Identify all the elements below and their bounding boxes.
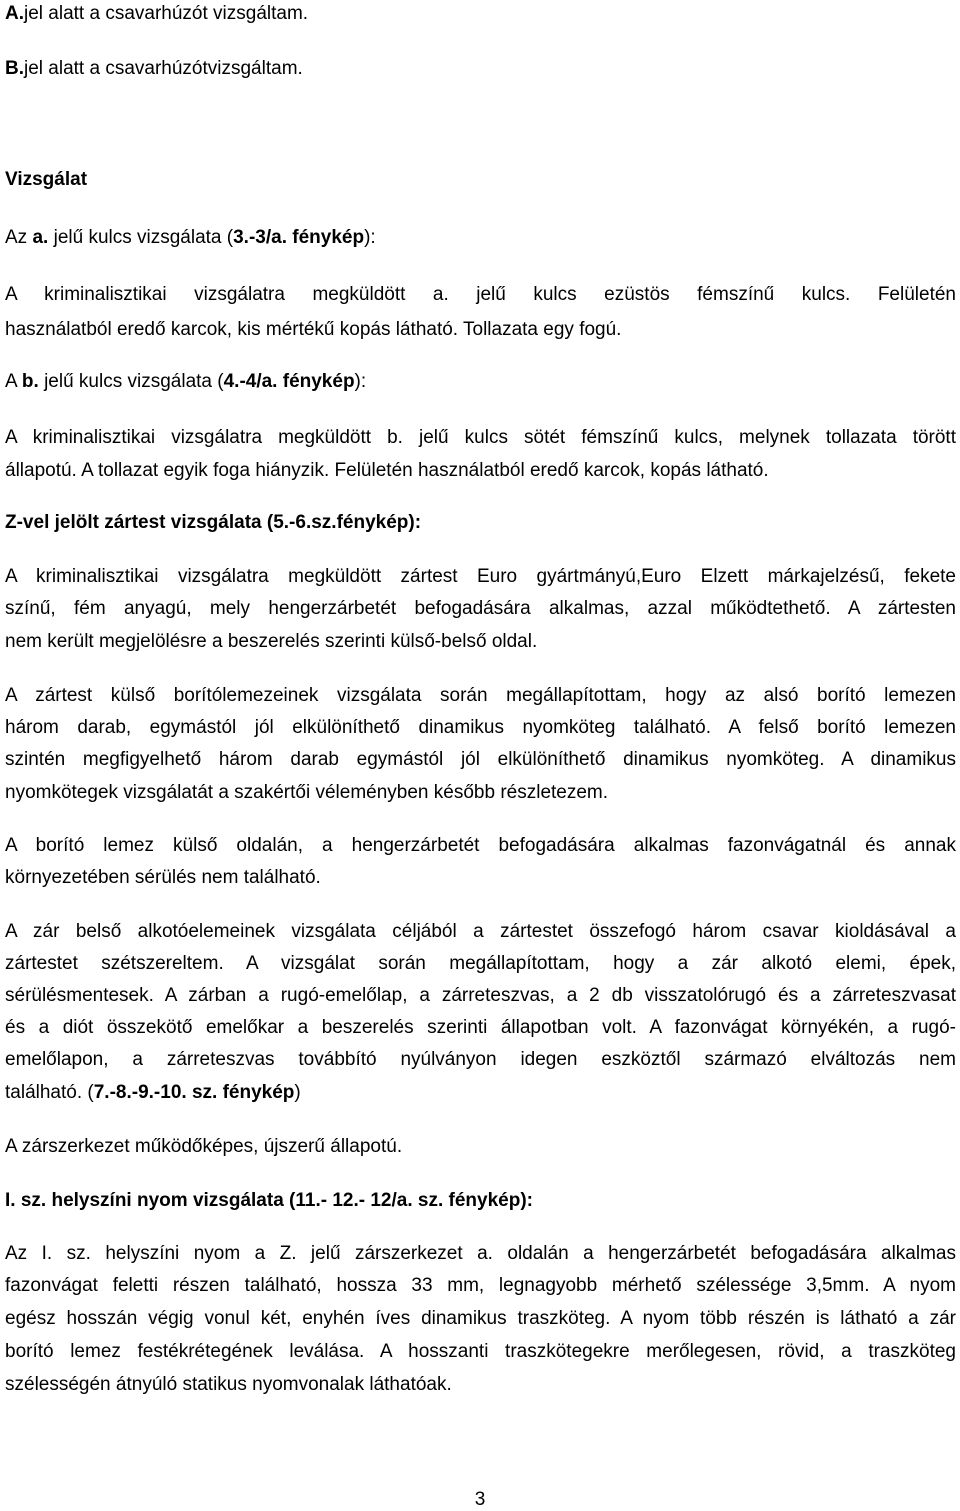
trace-line: borító lemez festékrétegének leválása. A hosszanti traszkötegekre merőlegesen, rövid, a traszköteg: [5, 1341, 956, 1362]
lock-p4-line: A zár belső alkotóelemeinek vizsgálata céljából a zártestet összefogó három csavar kioldásával a: [5, 921, 956, 942]
intro-text-a: jel alatt a csavarhúzót vizsgáltam.: [24, 3, 309, 24]
key-b-line: állapotú. A tollazat egyik foga hiányzik. Felületén használatból eredő karcok, kopás látható.: [5, 460, 769, 481]
page-number: 3: [474, 1489, 486, 1510]
lock-p4-line: emelőlapon, a zárreteszvas továbbító nyúlványon idegen eszköztől származó elváltozás nem: [5, 1049, 956, 1070]
key-a-line: használatból eredő karcok, kis mértékű kopás látható. Tollazata egy fogú.: [5, 319, 622, 340]
key-a-label: a.: [32, 227, 49, 248]
lock-p4-line: sérülésmentesek. A zárban a rugó-emelőlap, a zárreteszvas, a 2 db visszatolórugó és a zárreteszvasat: [5, 985, 956, 1006]
key-a-line: A kriminalisztikai vizsgálatra megküldött a. jelű kulcs ezüstös fémszínű kulcs. Felületén: [5, 284, 956, 305]
key-b-heading-text: A: [5, 371, 22, 392]
lock-p3-line: környezetében sérülés nem található.: [5, 867, 321, 888]
key-b-heading: [5, 371, 366, 393]
section-title: Vizsgálat: [5, 169, 88, 190]
key-a-heading: [5, 227, 376, 249]
intro-item-b: [5, 58, 303, 80]
key-b-label: b.: [21, 371, 39, 392]
intro-letter-b: B.: [5, 58, 24, 79]
trace-line: szélességén átnyúló statikus nyomvonalak láthatóak.: [5, 1374, 452, 1395]
key-a-heading-text: ):: [364, 227, 376, 248]
key-b-heading-text: ):: [354, 371, 367, 392]
lock-p2-line: három darab, egymástól jól elkülöníthető dinamikus nyomköteg található. A felső borító lemezen: [5, 717, 956, 738]
trace-heading: I. sz. helyszíni nyom vizsgálata (11.- 12.- 12/a. sz. fénykép):: [5, 1190, 533, 1211]
intro-item-a: [5, 3, 308, 25]
lock-p3-line: A borító lemez külső oldalán, a hengerzárbetét befogadására alkalmas fazonvágatnál és annak: [5, 835, 956, 856]
lock-p1-line: színű, fém anyagú, mely hengerzárbetét befogadására alkalmas, azzal működtethető. A zártesten: [5, 598, 956, 619]
lock-p1-line: A kriminalisztikai vizsgálatra megküldött zártest Euro gyártmányú,Euro Elzett márkajelzésű, fekete: [5, 566, 956, 587]
lock-p4-line: és a diót összekötő emelőkar a beszerelés szerinti állapotban volt. A fazonvágat környékén, a rugó-: [5, 1017, 956, 1038]
trace-line: Az I. sz. helyszíni nyom a Z. jelű zárszerkezet a. oldalán a hengerzárbetét befogadására alkalmas: [5, 1243, 956, 1264]
lock-p2-line: nyomkötegek vizsgálatát a szakértői véleményben később részletezem.: [5, 782, 609, 803]
lock-p2-line: A zártest külső borítólemezeinek vizsgálata során megállapítottam, hogy az alsó borító lemezen: [5, 685, 956, 706]
key-b-photo-ref: 4.-4/a. fénykép: [223, 371, 355, 392]
intro-letter-a: A.: [5, 3, 24, 24]
lock-p2-line: szintén megfigyelhető három darab egymástól jól elkülöníthető dinamikus nyomköteg. A dinamikus: [5, 749, 956, 770]
lock-p4-last-line: [5, 1082, 301, 1104]
lock-p5-line: A zárszerkezet működőképes, újszerű állapotú.: [5, 1136, 403, 1157]
lock-p4-line: zártestet szétszereltem. A vizsgálat során megállapítottam, hogy a zár alkotó elemi, épek,: [5, 953, 956, 974]
intro-text-b: jel alatt a csavarhúzótvizsgáltam.: [24, 58, 303, 79]
lock-photo-ref: 7.-8.-9.-10. sz. fénykép: [93, 1082, 295, 1103]
trace-line: fazonvágat feletti részen található, hossza 33 mm, legnagyobb mérhető szélessége 3,5mm. A nyom: [5, 1275, 956, 1296]
key-b-heading-text: jelű kulcs vizsgálata (: [38, 371, 224, 392]
trace-line: egész hosszán végig vonul két, enyhén íves dinamikus traszköteg. A nyom több részén is látható a zár: [5, 1308, 956, 1329]
lock-p1-line: nem került megjelölésre a beszerelés szerinti külső-belső oldal.: [5, 631, 538, 652]
key-a-photo-ref: 3.-3/a. fénykép: [233, 227, 365, 248]
lock-p4-text: ): [294, 1082, 301, 1103]
key-a-heading-text: jelű kulcs vizsgálata (: [48, 227, 234, 248]
lock-heading: Z-vel jelölt zártest vizsgálata (5.-6.sz.fénykép):: [5, 512, 422, 533]
key-b-line: A kriminalisztikai vizsgálatra megküldött b. jelű kulcs sötét fémszínű kulcs, melynek tollazata törött: [5, 427, 956, 448]
key-a-heading-text: Az: [5, 227, 33, 248]
lock-p4-text: található. (: [5, 1082, 94, 1103]
